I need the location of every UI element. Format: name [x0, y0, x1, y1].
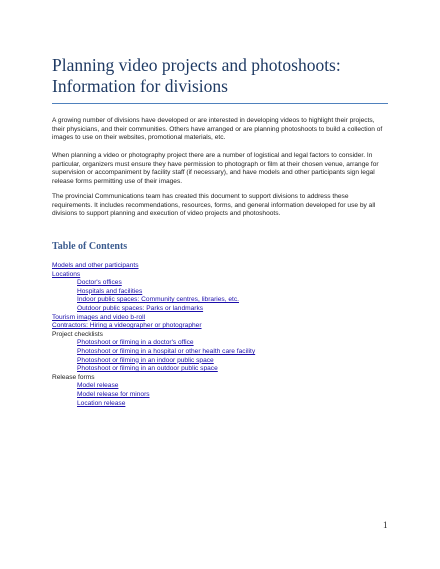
toc-item [52, 331, 388, 340]
toc-link[interactable]: Photoshoot or filming in a doctor's office [77, 339, 194, 347]
toc-item[interactable] [52, 357, 388, 366]
toc-link[interactable]: Locations [52, 270, 81, 278]
toc-item[interactable] [52, 262, 388, 271]
toc-item[interactable] [52, 305, 388, 314]
toc-item[interactable] [52, 271, 388, 280]
toc-link[interactable]: Model release [77, 382, 119, 390]
toc-heading: Table of Contents [52, 241, 128, 252]
purpose-paragraph: The provincial Communications team has created this document to support divisions to address these requirements. It includes recommendations, resources, forms, and general information developed for use by all divisions to support planning and execution of video projects and photoshoots. [52, 193, 376, 218]
planning-paragraph: When planning a video or photography project there are a number of logistical and legal factors to consider. In particular, organizers must ensure they have permission to photograph or film at their chosen venue, arrange for supervision or accompaniment by facility staff (if necessary), and have models and other participants sign legal release forms permitting use of their images. [52, 152, 379, 185]
toc-item[interactable] [52, 322, 388, 331]
toc-item[interactable] [52, 296, 388, 305]
toc-item[interactable] [52, 314, 388, 323]
toc-link[interactable]: Indoor public spaces: Community centres, libraries, etc. [77, 296, 239, 304]
toc-link[interactable]: Outdoor public spaces: Parks or landmarks [77, 304, 204, 312]
toc-section-label: Project checklists [52, 330, 103, 338]
toc-item[interactable] [52, 288, 388, 297]
toc-item[interactable] [52, 279, 388, 288]
toc-section-label: Release forms [52, 373, 95, 381]
toc-link[interactable]: Location release [77, 399, 126, 407]
toc-link[interactable]: Photoshoot or filming in an outdoor public space [77, 365, 218, 373]
toc-item[interactable] [52, 400, 388, 409]
page-number: 1 [383, 520, 388, 530]
toc-link[interactable]: Photoshoot or filming in an indoor public space [77, 356, 214, 364]
table-of-contents [52, 262, 388, 408]
toc-item[interactable] [52, 348, 388, 357]
intro-paragraph: A growing number of divisions have developed or are interested in developing videos to highlight their projects, their physicians, and their communities. Others have arranged or are planning photoshoots to build a collection of images to use on their websites, promotional materials, etc. [52, 117, 383, 142]
toc-item[interactable] [52, 382, 388, 391]
toc-item [52, 374, 388, 383]
title-divider [52, 103, 388, 104]
toc-item[interactable] [52, 339, 388, 348]
toc-item[interactable] [52, 365, 388, 374]
toc-link[interactable]: Hospitals and facilities [77, 287, 143, 295]
toc-link[interactable]: Doctor's offices [77, 279, 122, 287]
toc-item[interactable] [52, 391, 388, 400]
toc-link[interactable]: Model release for minors [77, 390, 150, 398]
toc-link[interactable]: Contractors: Hiring a videographer or photographer [52, 322, 202, 330]
toc-link[interactable]: Photoshoot or filming in a hospital or other health care facility [77, 347, 256, 355]
toc-link[interactable]: Tourism images and video b-roll [52, 313, 146, 321]
toc-link[interactable]: Models and other participants [52, 262, 139, 269]
document-title: Planning video projects and photoshoots: Information for divisions [52, 55, 341, 96]
